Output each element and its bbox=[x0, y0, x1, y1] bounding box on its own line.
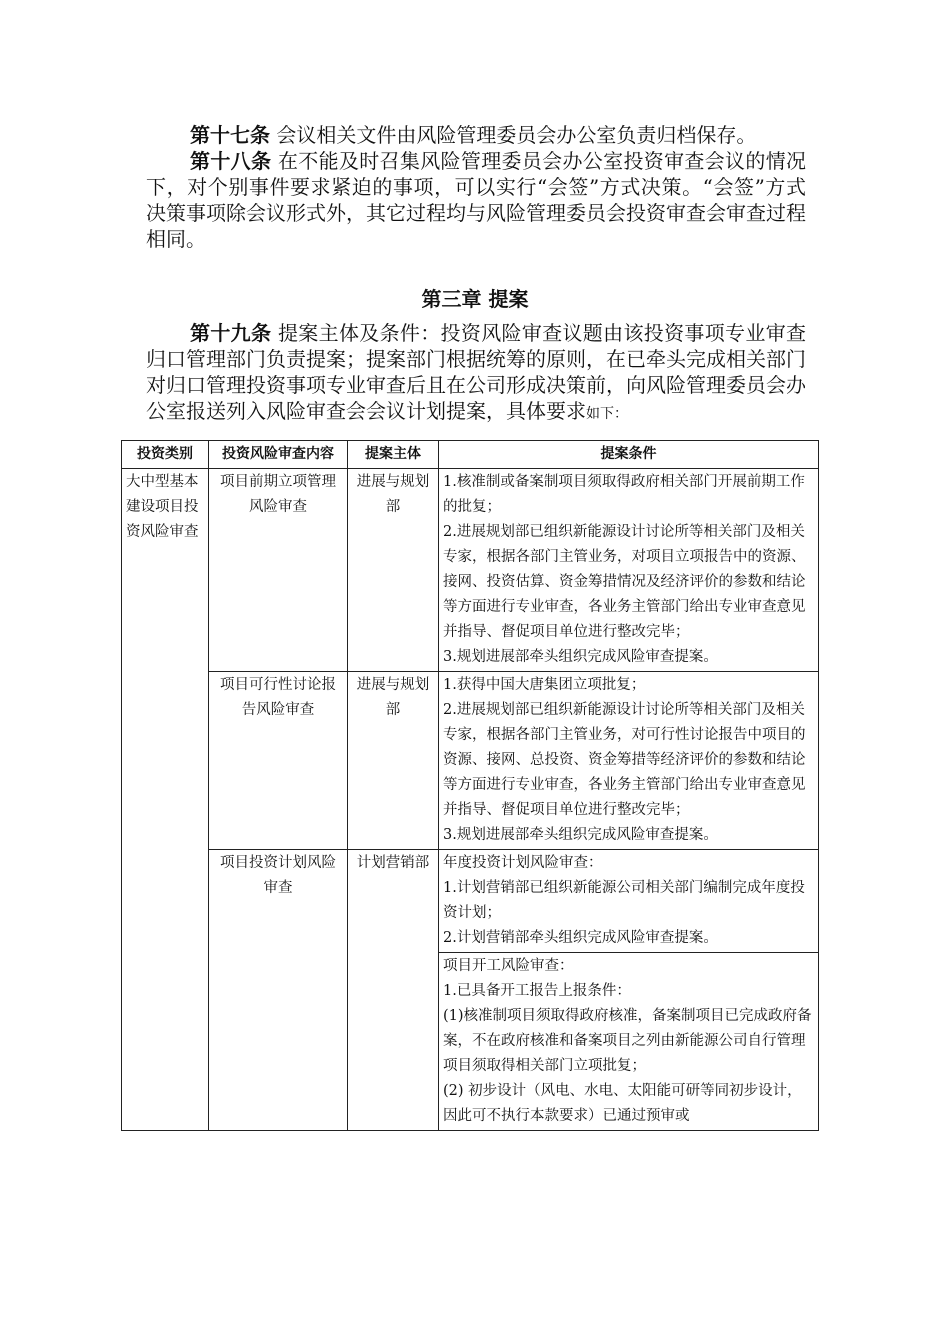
condition-line: 项目开工风险审查： bbox=[443, 958, 574, 974]
header-subject: 提案主体 bbox=[348, 441, 439, 469]
cell-conditions bbox=[439, 469, 819, 672]
cell-conditions bbox=[439, 672, 819, 850]
condition-line: (2) 初步设计（风电、水电、太阳能可研等同初步设计，因此可不执行本款要求）已通过预审或 bbox=[443, 1083, 802, 1124]
cell-conditions bbox=[439, 953, 819, 1131]
article-18 bbox=[146, 148, 806, 252]
header-category: 投资类别 bbox=[122, 441, 209, 469]
condition-line: 1.核准制或备案制项目须取得政府相关部门开展前期工作的批复； bbox=[443, 474, 805, 515]
condition-line: 2.进展规划部已组织新能源设计讨论所等相关部门及相关专家，根据各部门主管业务，对可行性讨论报告中项目的资源、接网、总投资、资金筹措等经济评价的参数和结论等方面进行专业审查，各业务主管部门给出专业审查意见并指导、督促项目单位进行整改完毕； bbox=[443, 702, 806, 818]
condition-line: 3.规划进展部牵头组织完成风险审查提案。 bbox=[443, 649, 718, 665]
condition-line: 3.规划进展部牵头组织完成风险审查提案。 bbox=[443, 827, 718, 843]
article-18-text: 在不能及时召集风险管理委员会办公室投资审查会议的情况下，对个别事件要求紧迫的事项，可以实行“会签”方式决策。“会签”方式决策事项除会议形式外，其它过程均与风险管理委员会投资审查会审查过程相同。 bbox=[146, 149, 807, 251]
cell-subject: 进展与规划部 bbox=[348, 469, 439, 672]
condition-line: 1.已具备开工报告上报条件： bbox=[443, 983, 631, 999]
table-row bbox=[122, 469, 819, 672]
cell-conditions bbox=[439, 850, 819, 953]
condition-line: 1.获得中国大唐集团立项批复； bbox=[443, 677, 646, 693]
article-19-label: 第十九条 bbox=[190, 321, 272, 345]
table-header-row bbox=[122, 441, 819, 469]
article-17-label: 第十七条 bbox=[190, 123, 270, 147]
article-19 bbox=[146, 320, 806, 427]
condition-line: 2.进展规划部已组织新能源设计讨论所等相关部门及相关专家，根据各部门主管业务，对项目立项报告中的资源、接网、投资估算、资金筹措情况及经济评价的参数和结论等方面进行专业审查，各业务主管部门给出专业审查意见并指导、督促项目单位进行整改完毕； bbox=[443, 524, 806, 640]
article-19-text: 提案主体及条件：投资风险审查议题由该投资事项专业审查归口管理部门负责提案；提案部门根据统筹的原则，在已牵头完成相关部门对归口管理投资事项专业审查后且在公司形成决策前，向风险管理委员会办公室报送列入风险审查会会议计划提案，具体要求 bbox=[146, 321, 807, 423]
article-17 bbox=[146, 122, 806, 148]
cell-subject: 进展与规划部 bbox=[348, 672, 439, 850]
cell-subject: 计划营销部 bbox=[348, 850, 439, 1131]
chapter-title: 第三章 提案 bbox=[421, 287, 529, 311]
header-content: 投资风险审查内容 bbox=[209, 441, 348, 469]
condition-line: 1.计划营销部已组织新能源公司相关部门编制完成年度投资计划； bbox=[443, 880, 805, 921]
condition-line: 2.计划营销部牵头组织完成风险审查提案。 bbox=[443, 930, 718, 946]
table-row bbox=[122, 850, 819, 953]
header-conditions: 提案条件 bbox=[439, 441, 819, 469]
condition-line: 年度投资计划风险审查： bbox=[443, 855, 603, 871]
cell-content: 项目投资计划风险审查 bbox=[209, 850, 348, 1131]
cell-content: 项目可行性讨论报告风险审查 bbox=[209, 672, 348, 850]
table-row bbox=[122, 672, 819, 850]
condition-line: (1)核准制项目须取得政府核准，备案制项目已完成政府备案，不在政府核准和备案项目之列由新能源公司自行管理项目须取得相关部门立项批复； bbox=[443, 1008, 812, 1074]
proposal-conditions-table bbox=[121, 440, 819, 1131]
article-18-label: 第十八条 bbox=[190, 149, 272, 173]
cell-content: 项目前期立项管理风险审查 bbox=[209, 469, 348, 672]
article-17-text: 会议相关文件由风险管理委员会办公室负责归档保存。 bbox=[276, 123, 757, 147]
cell-category: 大中型基本建设项目投资风险审查 bbox=[122, 469, 209, 1131]
article-19-tail: 如下： bbox=[586, 406, 628, 422]
